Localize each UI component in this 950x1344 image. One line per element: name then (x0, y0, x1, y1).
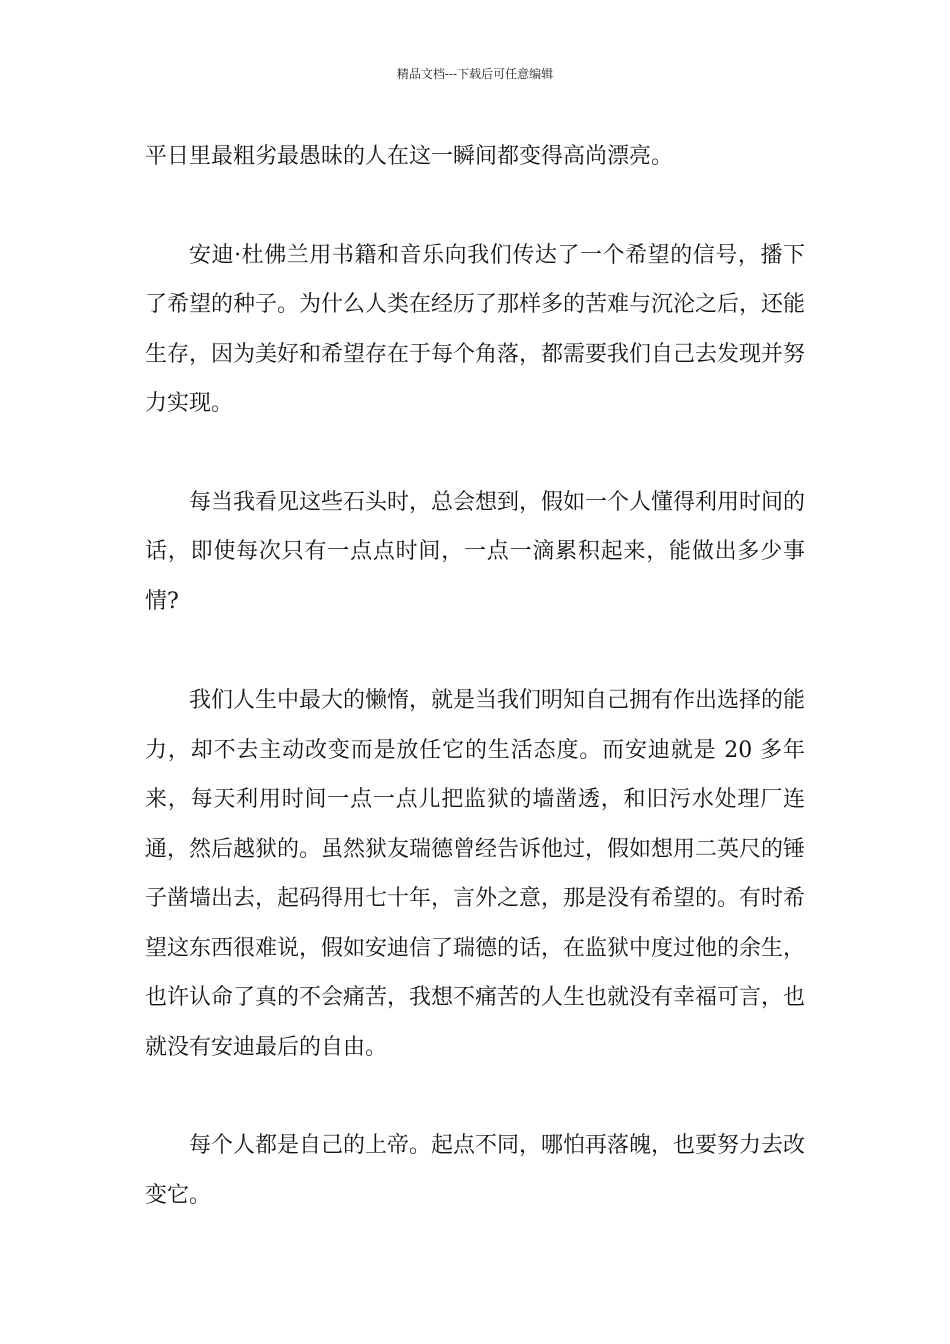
page-header: 精品文档---下载后可任意编辑 (396, 67, 554, 81)
paragraph-continuation: 平日里最粗劣最愚昧的人在这一瞬间都变得高尚漂亮。 (145, 144, 674, 169)
paragraph-stones-time: 每当我看见这些石头时，总会想到，假如一个人懂得利用时间的话，即使每次只有一点点时间，一点一滴累积起来，能做出多少事情? (145, 489, 806, 614)
paragraph-own-god: 每个人都是自己的上帝。起点不同，哪怕再落魄，也要努力去改变它。 (145, 1133, 806, 1208)
paragraph-laziness-escape: 我们人生中最大的懒惰，就是当我们明知自己拥有作出选择的能力，却不去主动改变而是放任它的生活态度。而安迪就是 20 多年来，每天利用时间一点一点儿把监狱的墙凿透，和旧污水处理厂连通，然后越狱的。虽然狱友瑞德曾经告诉他过，假如想用二英尺的锤子凿墙出去，起码得用七十年，言外之意，那是没有希望的。有时希望这东西很难说，假如安迪信了瑞德的话，在监狱中度过他的余生，也许认命了真的不会痛苦，我想不痛苦的人生也就没有幸福可言，也就没有安迪最后的自由。 (145, 688, 806, 1060)
document-body (145, 132, 805, 1220)
paragraph-andy-hope-signal: 安迪·杜佛兰用书籍和音乐向我们传达了一个希望的信号，播下了希望的种子。为什么人类在经历了那样多的苦难与沉沦之后，还能生存，因为美好和希望存在于每个角落，都需要我们自己去发现并努力实现。 (145, 242, 806, 416)
